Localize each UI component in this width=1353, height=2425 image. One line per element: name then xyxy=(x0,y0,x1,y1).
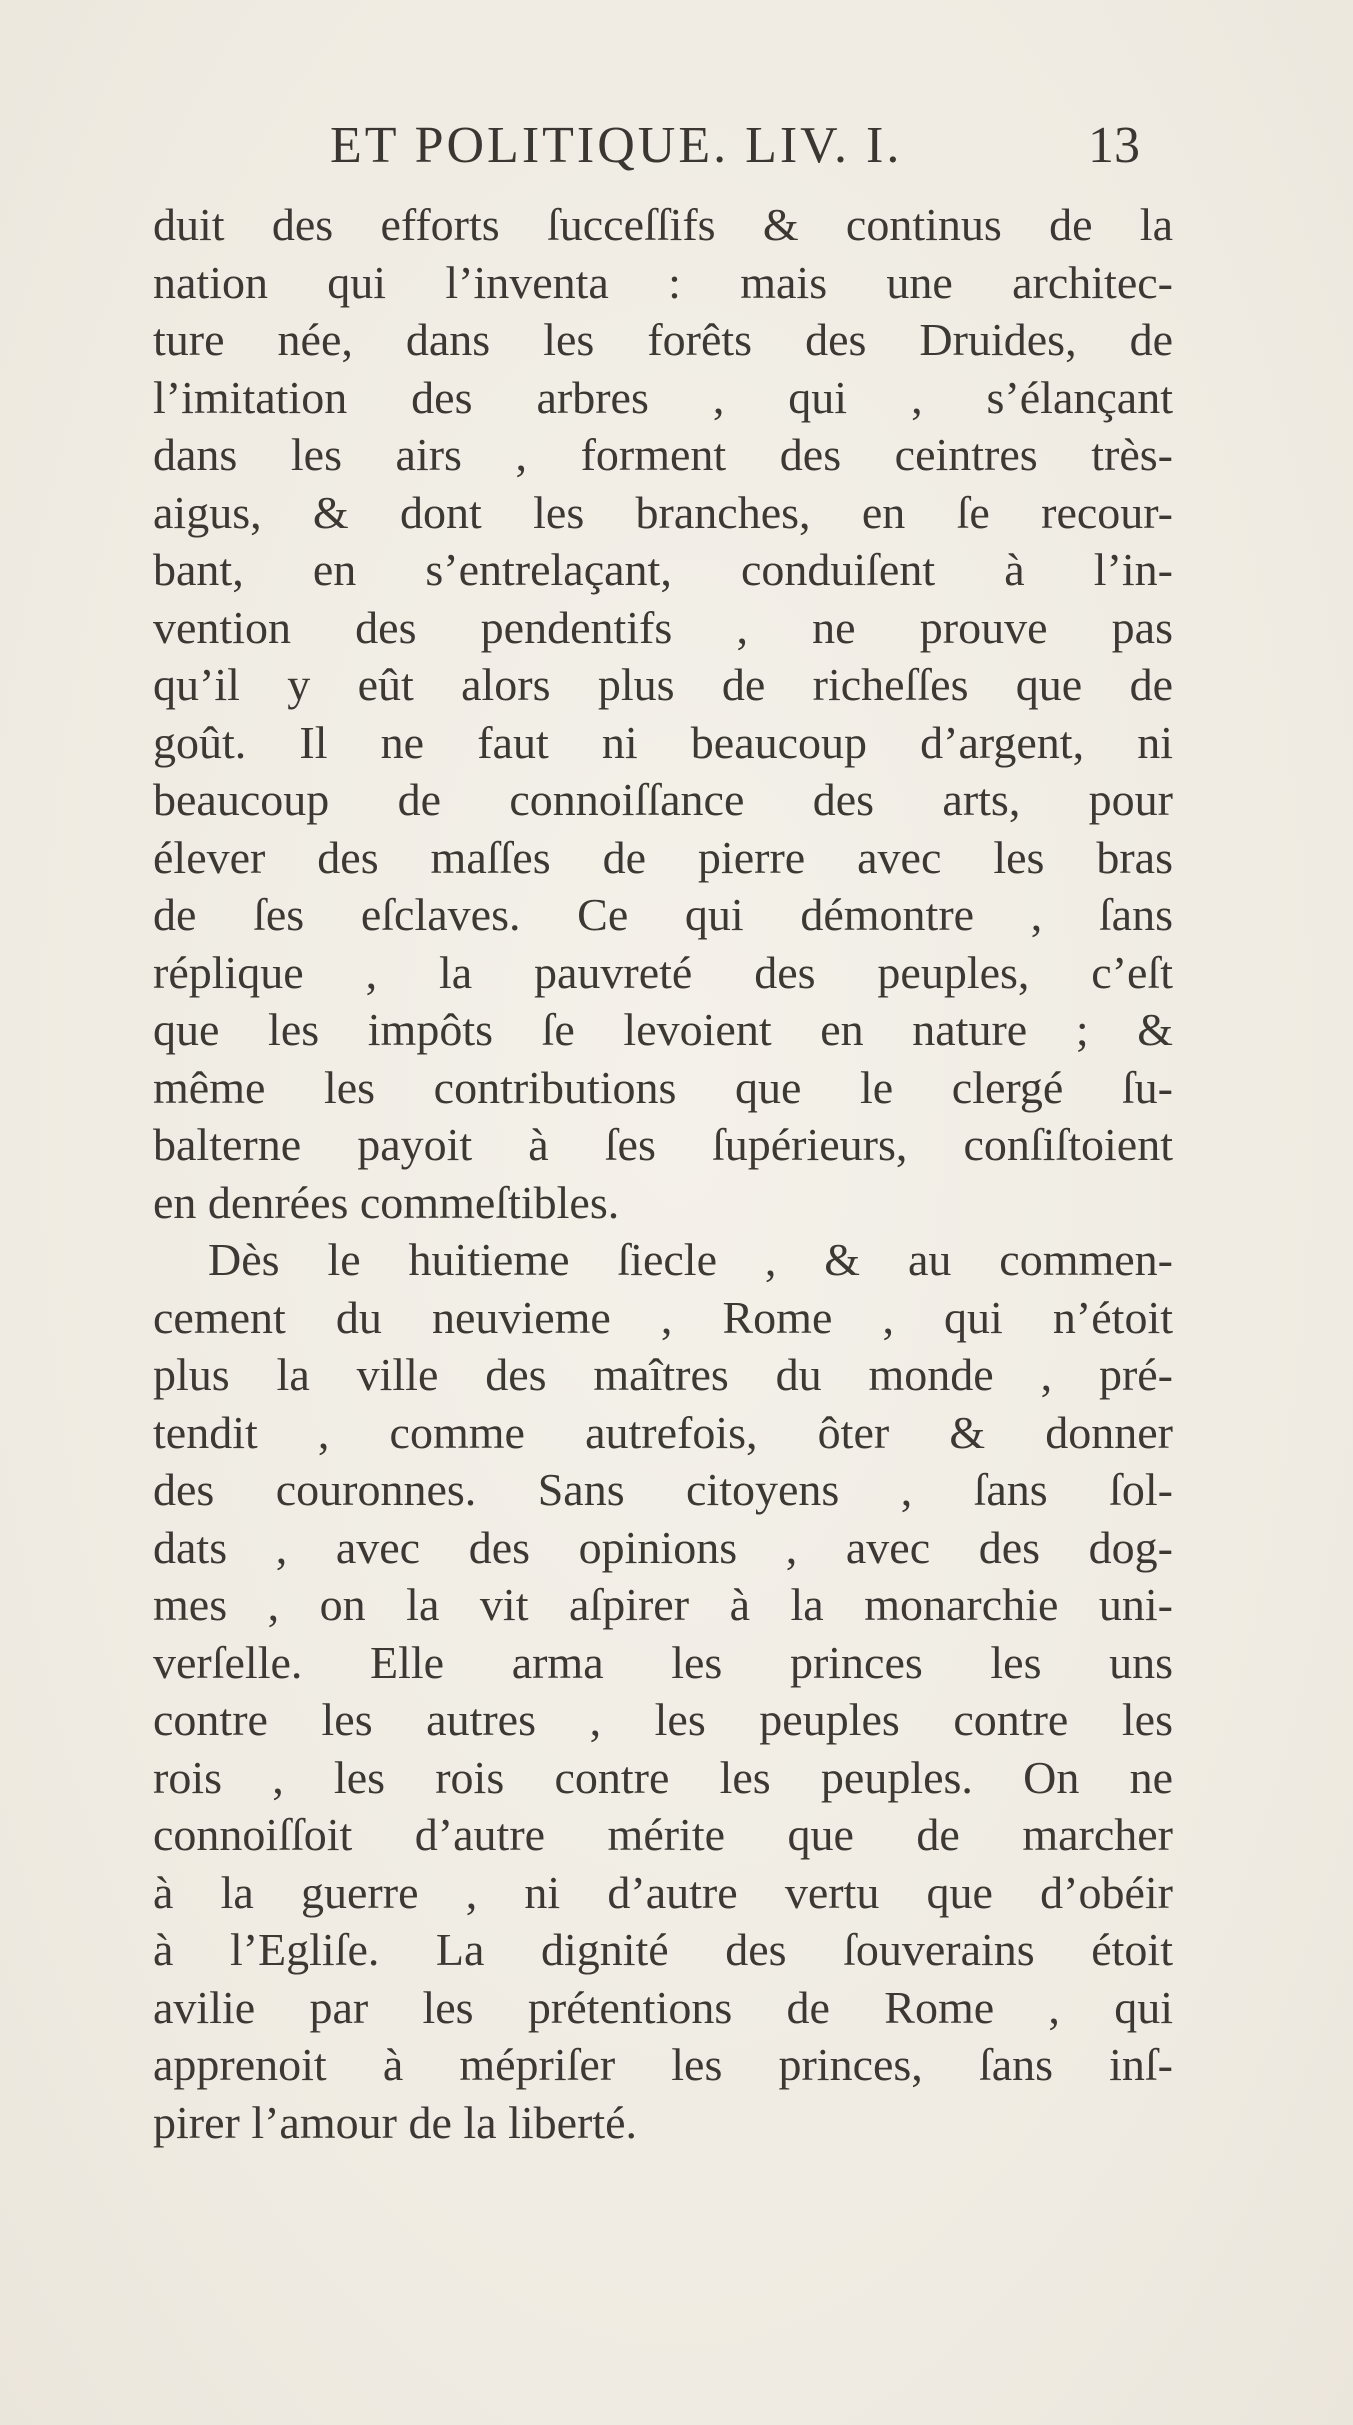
text-line: mes , on la vit aſpirer à la monarchie uni- xyxy=(153,1579,1173,1630)
text-line: à l’Egliſe. La dignité des ſouverains étoit xyxy=(153,1924,1173,1975)
text-line: balterne payoit à ſes ſupérieurs, conſiſtoient xyxy=(153,1119,1173,1170)
text-line: duit des efforts ſucceſſifs & continus de la xyxy=(153,199,1173,250)
text-line: dans les airs , forment des ceintres très- xyxy=(153,429,1173,480)
text-line: aigus, & dont les branches, en ſe recour- xyxy=(153,486,1173,538)
text-line: même les contributions que le clergé ſu- xyxy=(153,1061,1173,1113)
text-line: ture née, dans les forêts des Druides, de xyxy=(153,314,1173,365)
text-line: bant, en s’entrelaçant, conduiſent à l’in- xyxy=(153,544,1173,595)
text-line: l’imitation des arbres , qui , s’élançant xyxy=(153,371,1173,423)
body-text xyxy=(153,196,1173,2151)
page-header xyxy=(330,116,1200,186)
text-line: plus la ville des maîtres du monde , pré- xyxy=(153,1349,1173,1400)
text-line: tendit , comme autrefois, ôter & donner xyxy=(153,1406,1173,1458)
text-line: apprenoit à mépriſer les princes, ſans inſ- xyxy=(153,2039,1173,2090)
text-line: avilie par les prétentions de Rome , qui xyxy=(153,1981,1173,2033)
text-line: goût. Il ne faut ni beaucoup d’argent, ni xyxy=(153,716,1173,768)
text-line: contre les autres , les peuples contre les xyxy=(153,1694,1173,1745)
text-line: cement du neuvieme , Rome , qui n’étoit xyxy=(153,1291,1173,1343)
text-line: de ſes eſclaves. Ce qui démontre , ſans xyxy=(153,889,1173,940)
text-line: à la guerre , ni d’autre vertu que d’obéir xyxy=(153,1866,1173,1918)
text-line: verſelle. Elle arma les princes les uns xyxy=(153,1636,1173,1688)
text-line: connoiſſoit d’autre mérite que de marcher xyxy=(153,1809,1173,1860)
text-line: Dès le huitieme ſiecle , & au commen- xyxy=(208,1234,1173,1285)
page-number: 13 xyxy=(1088,117,1140,174)
text-line: qu’il y eût alors plus de richeſſes que de xyxy=(153,659,1173,710)
text-line: élever des maſſes de pierre avec les bras xyxy=(153,831,1173,883)
text-line: vention des pendentifs , ne prouve pas xyxy=(153,601,1173,653)
paragraph-1 xyxy=(153,196,1173,1231)
text-line: dats , avec des opinions , avec des dog- xyxy=(153,1521,1173,1573)
paragraph-2 xyxy=(153,1231,1173,2151)
text-line: beaucoup de connoiſſance des arts, pour xyxy=(153,774,1173,825)
text-line: en denrées commeſtibles. xyxy=(153,1176,620,1228)
running-title: ET POLITIQUE. LIV. I. xyxy=(330,117,903,174)
text-line: pirer l’amour de la liberté. xyxy=(153,2096,638,2148)
text-line: que les impôts ſe levoient en nature ; & xyxy=(153,1004,1173,1055)
text-line: nation qui l’inventa : mais une architec- xyxy=(153,256,1173,308)
text-line: rois , les rois contre les peuples. On ne xyxy=(153,1751,1173,1803)
text-line: réplique , la pauvreté des peuples, c’eſt xyxy=(153,946,1173,998)
text-line: des couronnes. Sans citoyens , ſans ſol- xyxy=(153,1464,1173,1515)
